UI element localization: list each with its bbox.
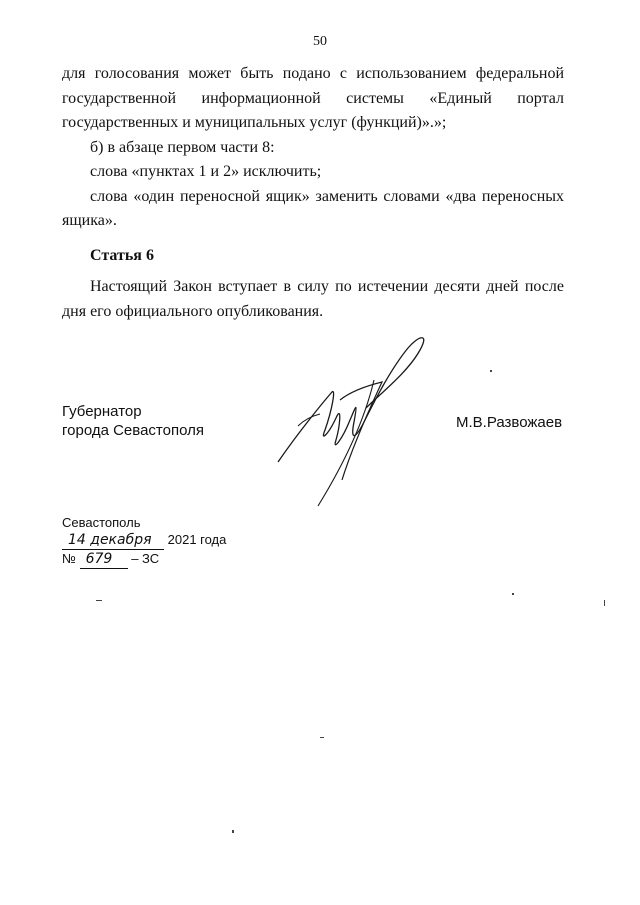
city: Севастополь xyxy=(62,515,141,530)
scan-speck xyxy=(512,593,514,595)
date-suffix: 2021 года xyxy=(167,532,227,547)
paragraph-words-exclude: слова «пунктах 1 и 2» исключить; xyxy=(90,163,322,180)
handwritten-signature xyxy=(270,330,450,510)
position-line-1: Губернатор xyxy=(62,403,142,420)
body-text xyxy=(62,62,564,234)
signatory-position xyxy=(62,402,204,440)
scan-speck xyxy=(604,600,605,606)
scan-speck xyxy=(232,830,234,833)
number-prefix: № xyxy=(62,551,76,566)
article-text: Настоящий Закон вступает в силу по истечении десяти дней после дня его официального опубликования. xyxy=(62,278,564,320)
paragraph-b: б) в абзаце первом части 8: xyxy=(90,138,275,156)
scan-speck xyxy=(490,370,492,372)
date-line xyxy=(62,531,226,550)
scan-speck xyxy=(320,737,324,738)
governor-name: М.В.Развожаев xyxy=(456,414,563,431)
position-line-2: города Севастополя xyxy=(62,422,204,439)
footer xyxy=(62,514,226,569)
number-suffix: – ЗС xyxy=(131,551,160,566)
paragraph-words-replace: слова «один переносной ящик» заменить словами «два переносных ящика». xyxy=(62,187,564,229)
handwritten-date: 14 декабря xyxy=(62,532,164,550)
paragraph-continuation: для голосования может быть подано с использованием федеральной государственной информационной системы «Единый портал государственных и муниципальных услуг (функций)».»; xyxy=(62,65,564,131)
scan-speck xyxy=(96,600,102,601)
handwritten-number: 679 xyxy=(80,551,128,569)
number-line xyxy=(62,550,226,569)
page-number: 50 xyxy=(313,34,327,49)
article-title: Статья 6 xyxy=(90,247,154,264)
article-body xyxy=(62,275,564,324)
